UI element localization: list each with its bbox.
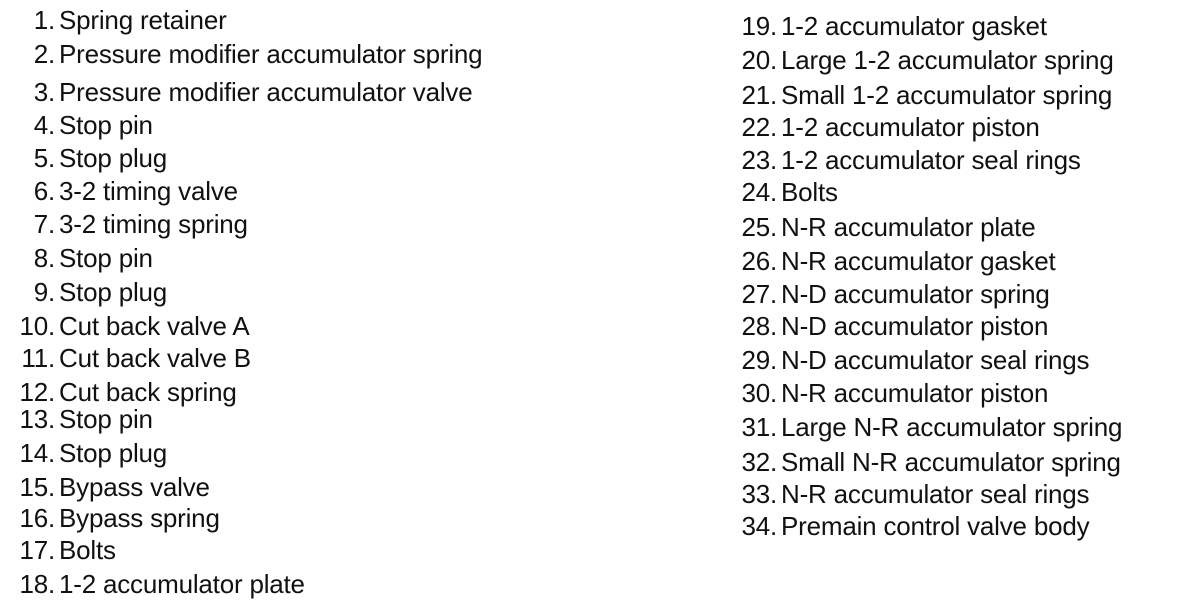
item-label: Premain control valve body	[781, 511, 1090, 541]
item-number: 31.	[741, 412, 777, 442]
item-label: N-R accumulator plate	[781, 212, 1036, 242]
item-number: 33.	[741, 479, 777, 509]
legend-item	[715, 144, 1081, 176]
item-number: 22.	[741, 112, 777, 142]
legend-item	[0, 109, 153, 141]
legend-item	[0, 38, 482, 70]
item-label: N-D accumulator seal rings	[781, 345, 1090, 375]
legend-item	[0, 403, 153, 435]
item-number: 4.	[33, 110, 55, 140]
item-label: 3-2 timing valve	[59, 176, 238, 206]
legend-item	[715, 510, 1089, 542]
item-number: 3.	[33, 77, 55, 107]
item-label: Stop pin	[59, 110, 153, 140]
item-label: Stop plug	[59, 438, 168, 468]
item-number: 7.	[33, 209, 55, 239]
item-number: 19.	[741, 11, 777, 41]
item-label: 1-2 accumulator gasket	[781, 11, 1047, 41]
legend-item	[715, 446, 1121, 478]
item-label: Large 1-2 accumulator spring	[781, 45, 1114, 75]
legend-item	[0, 568, 305, 600]
item-number: 26.	[741, 246, 777, 276]
item-label: N-R accumulator piston	[781, 378, 1049, 408]
item-number: 28.	[741, 311, 777, 341]
item-number: 18.	[19, 569, 55, 599]
legend-item	[0, 4, 227, 36]
item-number: 23.	[741, 145, 777, 175]
legend-item	[0, 471, 210, 503]
legend-item	[715, 310, 1048, 342]
item-number: 8.	[33, 243, 55, 273]
legend-item	[715, 377, 1048, 409]
item-label: Stop plug	[59, 143, 168, 173]
item-number: 27.	[741, 279, 777, 309]
legend-item	[0, 502, 220, 534]
item-label: Stop pin	[59, 404, 153, 434]
item-number: 20.	[741, 45, 777, 75]
legend-item	[0, 242, 153, 274]
legend-item	[0, 437, 167, 469]
item-number: 11.	[21, 343, 55, 373]
item-label: Bypass spring	[59, 503, 220, 533]
legend-item	[715, 44, 1114, 76]
item-label: Bypass valve	[59, 472, 210, 502]
legend-item	[0, 175, 238, 207]
item-number: 1.	[33, 5, 55, 35]
item-number: 9.	[33, 277, 55, 307]
item-label: N-R accumulator gasket	[781, 246, 1056, 276]
legend-item	[715, 111, 1040, 143]
item-label: N-D accumulator spring	[781, 279, 1050, 309]
item-label: Bolts	[59, 535, 116, 565]
legend-item	[0, 76, 473, 108]
item-number: 6.	[33, 176, 55, 206]
legend-item	[0, 342, 251, 374]
item-label: Large N-R accumulator spring	[781, 412, 1123, 442]
item-number: 17.	[19, 535, 55, 565]
item-number: 21.	[741, 80, 777, 110]
item-label: Pressure modifier accumulator valve	[59, 77, 473, 107]
item-number: 16.	[19, 503, 55, 533]
item-number: 13.	[19, 404, 55, 434]
item-number: 29.	[741, 345, 777, 375]
legend-item	[715, 245, 1055, 277]
legend-item	[715, 344, 1089, 376]
item-number: 25.	[741, 212, 777, 242]
item-label: Stop pin	[59, 243, 153, 273]
legend-item	[0, 208, 248, 240]
item-number: 5.	[33, 143, 55, 173]
item-label: 1-2 accumulator piston	[781, 112, 1040, 142]
item-label: Pressure modifier accumulator spring	[59, 39, 483, 69]
item-number: 2.	[33, 39, 55, 69]
item-label: Stop plug	[59, 277, 168, 307]
item-number: 14.	[19, 438, 55, 468]
legend-item	[0, 142, 167, 174]
legend-item	[0, 310, 249, 342]
item-number: 15.	[19, 472, 55, 502]
item-label: Spring retainer	[59, 5, 227, 35]
item-label: Small 1-2 accumulator spring	[781, 80, 1113, 110]
item-label: 1-2 accumulator plate	[59, 569, 305, 599]
item-number: 24.	[741, 177, 777, 207]
legend-item	[0, 276, 167, 308]
legend-item	[715, 211, 1035, 243]
item-label: N-R accumulator seal rings	[781, 479, 1090, 509]
item-label: Small N-R accumulator spring	[781, 447, 1121, 477]
legend-item	[715, 10, 1047, 42]
item-label: 3-2 timing spring	[59, 209, 248, 239]
item-label: N-D accumulator piston	[781, 311, 1049, 341]
item-number: 32.	[741, 447, 777, 477]
legend-item	[715, 478, 1089, 510]
legend-item	[0, 534, 116, 566]
item-number: 12.	[19, 377, 55, 407]
legend-item	[715, 176, 838, 208]
item-number: 34.	[741, 511, 777, 541]
item-label: Cut back spring	[59, 377, 237, 407]
item-number: 10.	[19, 311, 55, 341]
legend-item	[715, 79, 1112, 111]
legend-item	[715, 411, 1122, 443]
legend-item	[715, 278, 1050, 310]
item-label: 1-2 accumulator seal rings	[781, 145, 1081, 175]
item-number: 30.	[741, 378, 777, 408]
item-label: Cut back valve A	[59, 311, 250, 341]
item-label: Bolts	[781, 177, 838, 207]
item-label: Cut back valve B	[59, 343, 251, 373]
